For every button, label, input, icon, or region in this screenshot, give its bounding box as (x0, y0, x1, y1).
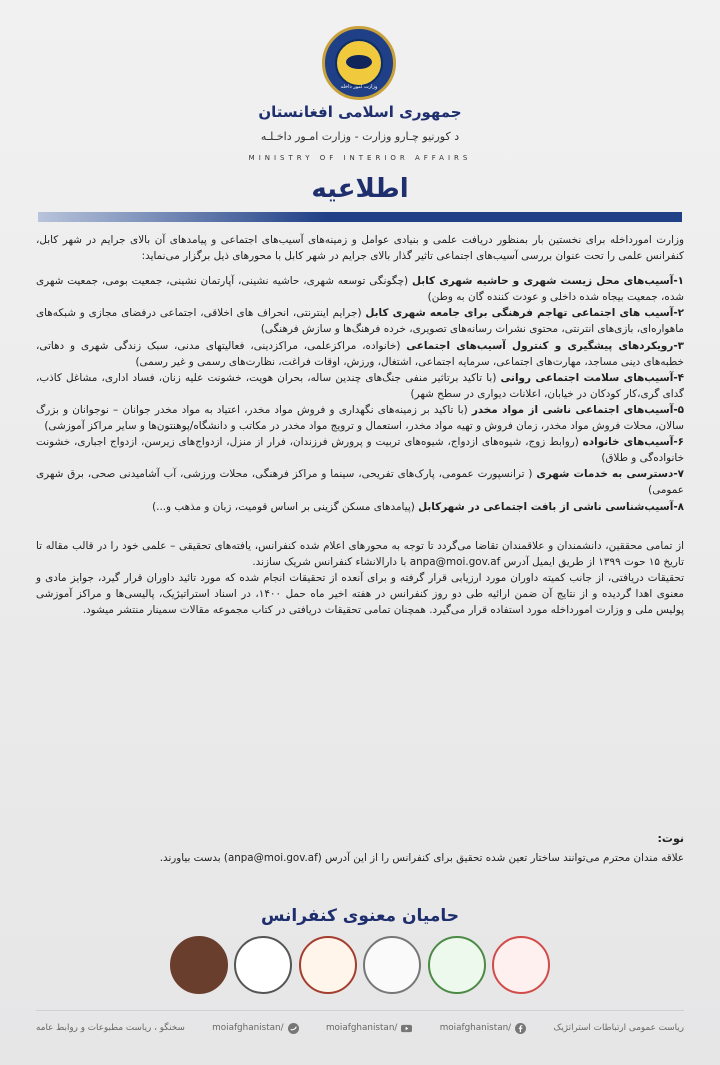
youtube-icon (401, 1023, 412, 1034)
topic-item (36, 499, 684, 515)
topic-item (36, 338, 684, 370)
topic-title: ۴-آسیب‌های سلامت اجتماعی روانی (500, 371, 684, 384)
invitation-paragraph: از تمامی محققین، دانشمندان و علاقمندان تقاضا می‌گردد تا توجه به محورهای اعلام شده کنفرانس، یافته‌های تحقیقی – علمی خود را در قالب مقاله تا تاریخ ۱۵ حوت ۱۳۹۹ از طریق ایمیل آدرس anpa@moi.gov.af با دارالانشاء کنفرانس شریک سازند. (36, 539, 684, 568)
twitter-icon (288, 1023, 299, 1034)
topic-title: ۱-آسیب‌های محل زیست شهری و حاشیه شهری کابل (411, 275, 684, 288)
topic-item (36, 273, 684, 305)
sponsors-title: حامیان معنوی کنفرانس (260, 906, 459, 926)
ministry-english-title: MINISTRY OF INTERIOR AFFAIRS (248, 154, 472, 162)
sponsor-logo-icon (363, 936, 421, 994)
header-divider (38, 212, 682, 222)
facebook-link[interactable]: /moiafghanistan (440, 1023, 526, 1034)
topic-title: ۵-آسیب‌های اجتماعی ناشی از مواد مخدر (471, 403, 684, 416)
twitter-link[interactable]: /moiafghanistan (212, 1023, 298, 1034)
emblem-label: وزارت امور داخله (340, 84, 378, 90)
topic-item (36, 434, 684, 466)
republic-title: جمهوری اسلامی افغانستان (258, 103, 462, 121)
topic-item (36, 402, 684, 434)
topic-detail: (جرایم اینترنتی، انحراف های اخلاقی، اجتماعی درفضای مجازی و شبکه‌های ماهواره‌ای، بازی‌های انترنتی، محتوی نشرات رسانه‌های تصویری، خرده فرهنگ‌ها و سازش فرهنگی) (36, 307, 684, 336)
topic-item (36, 370, 684, 402)
note-text: علاقه مندان محترم می‌توانند ساختار تعین شده تحقیق برای کنفرانس را از این آدرس (anpa@moi.gov.af) بدست بیاورند. (159, 852, 684, 864)
topic-detail: (با تاکید بر زمینه‌های نگهداری و فروش مواد مخدر، اعتیاد به مواد مخدر جوانان – نوجوانان و بزرگ سالان، محلات فروش مواد مخدر، زمان فروش و تهیه مواد مخدر، استعمال و ترویج مواد مخدر در مکاتب و دانشگاه/پوهنتون‌ها و سایر مراکز آموزشی) (36, 403, 684, 433)
review-paragraph: تحقیقات دریافتی، از جانب کمیته داوران مورد ارزیابی قرار گرفته و برای آنعده از تحقیقات انجام شده که مورد تائید داوران قرار گیرد، جوایز مادی و معنوی اهدا گردیده و از نتایج آن ضمن ارائیه طی دو روز کنفرانس در هفته اخیر ماه حمل ۱۴۰۰، در اسناد استراتیژیک، پالیسی‌ها و مراکز آموزشی پولیس ملی و وزارت امورداخله مورد استفاده قرار می‌گیرد. همچنان تمامی تحقیقات دریافتی در کتاب مجموعه مقالات سمینار منتشر میشود. (36, 571, 684, 616)
footer-divider (36, 1010, 684, 1011)
sponsor-logos (170, 936, 550, 1000)
topic-detail: (با تاکید برتاثیر منفی جنگ‌های چندین ساله، بحران هویت، خشونت علیه زنان، فساد اداری، مشاغل کاذب، گدای گری،کار کودکان در خیابان، اعلانات دیواری در سطح شهر) (36, 371, 684, 400)
notice-title: اطلاعیه (311, 174, 409, 204)
sponsor-logo-icon (234, 936, 292, 994)
facebook-icon (515, 1023, 526, 1034)
ministry-pashto-title: د کورنیو چـارو وزارت - وزارت امـور داخـلـه (260, 130, 460, 143)
topic-title: ۸-آسیب‌شناسی ناشی از بافت اجتماعی در شهرکابل (418, 500, 684, 513)
topic-detail: (روابط زوج، شیوه‌های ازدواج، شیوه‌های تربیت و پرورش فرزندان، فرار از منزل، ازدواج‌های زیرسن، ازدواج اجباری، خشونت خانواده‌گی و طلاق) (36, 436, 684, 465)
note-title: نوت: (657, 832, 684, 845)
footer-bar (36, 1018, 684, 1038)
sponsor-logo-icon (492, 936, 550, 994)
topic-detail: (خانواده، مراکزعلمی، مراکزدینی، فعالیتهای مدنی، سبک زندگی شهری و دهاتی، خطبه‌های دینی مساجد، مهارت‌های اجتماعی، سرمایه اجتماعی، اشتغال، ورزش، اوقات فراغت، نظارت‌های رسمی و غیر رسمی) (36, 339, 684, 368)
sponsor-logo-icon (299, 936, 357, 994)
topic-title: ۲-آسیب های اجتماعی تهاجم فرهنگی برای جامعه شهری کابل (365, 307, 684, 320)
intro-paragraph: وزارت امورداخله برای نخستین بار بمنظور دریافت علمی و بنیادی عوامل و زمینه‌های آسیب‌های اجتماعی و پیامدهای آن بالای جرایم در شهر کابل، کنفرانس علمی را تحت عنوان بررسی آسیب‌های اجتماعی تاثیر گذار بالای جرایم در شهر کابل با محورهای ذیل برگزار می‌نماید: (36, 234, 684, 263)
topic-detail: (چگونگی توسعه شهری، حاشیه نشینی، آپارتمان نشینی، جمعیت بومی، جمعیت شهری شده، جمعیت بیجاه شده داخلی و عودت کننده گان به وطن) (36, 275, 684, 304)
notice-body (36, 232, 684, 618)
strategic-communications-label: ریاست عمومی ارتباطات استراتژیک (553, 1023, 684, 1033)
topics-list (36, 273, 684, 514)
topic-item (36, 466, 684, 498)
youtube-link[interactable]: /moiafghanistan (326, 1023, 412, 1034)
sponsor-logo-icon (170, 936, 228, 994)
topic-title: ۳-رویکردهای پیشگیری و کنترول آسیب‌های اجتماعی (406, 339, 684, 352)
topic-title: ۶-آسیب‌های خانواده (582, 436, 684, 449)
topic-item (36, 305, 684, 337)
topic-title: ۷-دسترسی به خدمات شهری (536, 468, 684, 481)
topic-detail: ( ترانسپورت عمومی، پارک‌های تفریحی، سینما و مراکز فرهنگی، محلات ورزشی، آب آشامیدنی صحی، برق شهری عمومی) (36, 468, 684, 497)
spokesperson-label: سخنگو ، ریاست مطبوعات و روابط عامه (36, 1023, 185, 1033)
ministry-emblem-icon (322, 26, 396, 100)
sponsor-logo-icon (428, 936, 486, 994)
topic-detail: (پیامدهای مسکن گزینی بر اساس قومیت، زبان و مذهب و...) (152, 500, 419, 513)
